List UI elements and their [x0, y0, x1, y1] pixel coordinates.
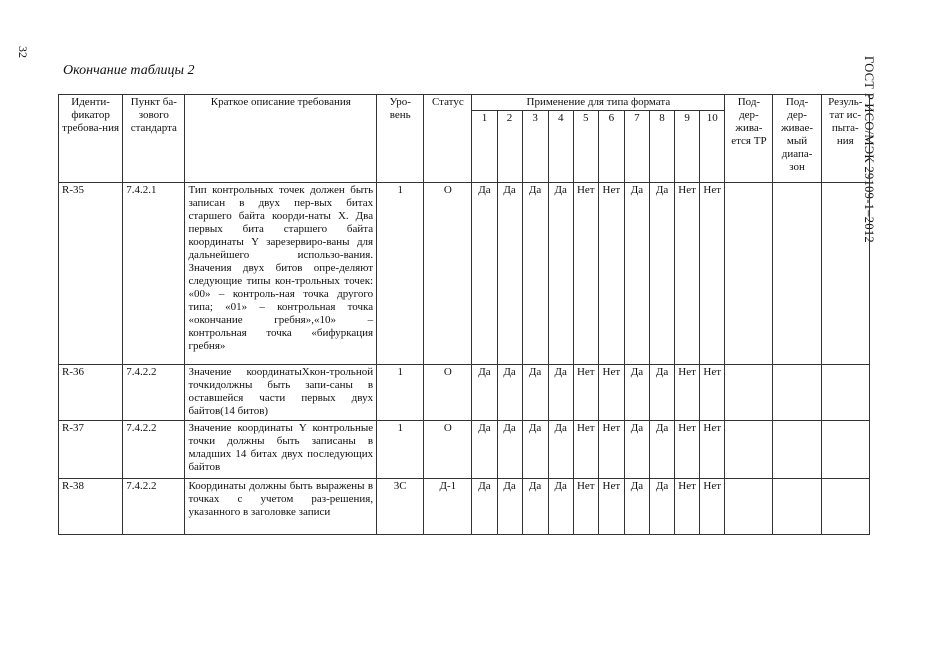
format-applicability: Нет [598, 183, 624, 365]
requirement-id: R-35 [59, 183, 123, 365]
format-applicability: Да [472, 365, 497, 421]
format-applicability: Да [649, 421, 674, 479]
base-clause: 7.4.2.1 [123, 183, 185, 365]
table-row [59, 183, 870, 365]
page-number: 32 [16, 46, 30, 58]
table-row [59, 365, 870, 421]
header-applicability: Применение для типа формата [472, 95, 725, 111]
header-format-type: 5 [573, 111, 598, 183]
format-applicability: Да [522, 479, 548, 535]
requirement-id: R-36 [59, 365, 123, 421]
format-applicability: Да [497, 421, 522, 479]
header-supported-tr: Под-дер-жива-ется ТР [725, 95, 773, 183]
requirement-level: 1 [377, 421, 424, 479]
requirement-status: Д-1 [424, 479, 472, 535]
format-applicability: Нет [675, 479, 700, 535]
format-applicability: Нет [598, 421, 624, 479]
format-applicability: Да [472, 183, 497, 365]
requirement-description: Координаты должны быть выражены в точках с учетом раз-решения, указанного в заголовке записи [185, 479, 377, 535]
requirement-level: 3С [377, 479, 424, 535]
format-applicability: Нет [573, 479, 598, 535]
header-format-type: 7 [624, 111, 649, 183]
test-result-cell [821, 479, 869, 535]
header-format-type: 8 [649, 111, 674, 183]
requirement-description: Значение координаты Y контрольные точки должны быть записаны в младших 14 битах двух последующих байтов [185, 421, 377, 479]
test-result-cell [821, 365, 869, 421]
standard-designation: ГОСТ Р ИСО/МЭК 29109-1–2012 [862, 56, 876, 243]
supported-range-cell [773, 421, 821, 479]
format-applicability: Да [472, 421, 497, 479]
requirement-id: R-38 [59, 479, 123, 535]
header-format-type: 1 [472, 111, 497, 183]
format-applicability: Да [649, 183, 674, 365]
requirement-status: О [424, 365, 472, 421]
format-applicability: Да [522, 365, 548, 421]
supported-tr-cell [725, 479, 773, 535]
format-applicability: Нет [700, 421, 725, 479]
base-clause: 7.4.2.2 [123, 479, 185, 535]
format-applicability: Да [624, 479, 649, 535]
format-applicability: Нет [573, 365, 598, 421]
format-applicability: Да [497, 479, 522, 535]
format-applicability: Да [548, 421, 573, 479]
table-caption: Окончание таблицы 2 [63, 63, 195, 78]
format-applicability: Нет [573, 421, 598, 479]
format-applicability: Да [649, 479, 674, 535]
supported-tr-cell [725, 421, 773, 479]
format-applicability: Нет [700, 479, 725, 535]
requirement-description: Значение координатыXкон-трольной точкидолжны быть запи-саны в оставшейся части первых двух байтов(14 битов) [185, 365, 377, 421]
supported-tr-cell [725, 183, 773, 365]
requirements-table [58, 94, 870, 535]
format-applicability: Да [624, 183, 649, 365]
header-format-type: 9 [675, 111, 700, 183]
base-clause: 7.4.2.2 [123, 365, 185, 421]
header-level: Уро-вень [377, 95, 424, 183]
format-applicability: Да [472, 479, 497, 535]
format-applicability: Да [624, 365, 649, 421]
format-applicability: Нет [675, 421, 700, 479]
requirement-id: R-37 [59, 421, 123, 479]
test-result-cell [821, 183, 869, 365]
format-applicability: Нет [598, 479, 624, 535]
format-applicability: Нет [700, 365, 725, 421]
format-applicability: Да [497, 183, 522, 365]
supported-tr-cell [725, 365, 773, 421]
header-description: Краткое описание требования [185, 95, 377, 183]
format-applicability: Да [548, 183, 573, 365]
format-applicability: Да [548, 479, 573, 535]
test-result-cell [821, 421, 869, 479]
format-applicability: Да [522, 421, 548, 479]
header-test-result: Резуль-тат ис-пыта-ния [821, 95, 869, 183]
table-row [59, 421, 870, 479]
header-format-type: 2 [497, 111, 522, 183]
table-row [59, 479, 870, 535]
supported-range-cell [773, 365, 821, 421]
header-format-type: 10 [700, 111, 725, 183]
format-applicability: Нет [598, 365, 624, 421]
format-applicability: Нет [573, 183, 598, 365]
format-applicability: Да [497, 365, 522, 421]
format-applicability: Нет [675, 183, 700, 365]
format-applicability: Да [548, 365, 573, 421]
supported-range-cell [773, 479, 821, 535]
format-applicability: Да [624, 421, 649, 479]
format-applicability: Нет [700, 183, 725, 365]
supported-range-cell [773, 183, 821, 365]
header-format-type: 6 [598, 111, 624, 183]
requirement-description: Тип контрольных точек должен быть записан в двух пер-вых битах старшего байта коорди-наты X. Два первых бита старшего байта координаты Y зарезервиро-ваны для дальнейшего использо-вания. Значения двух битов опре-деляют следующие типы кон-трольных точек: «00» – контроль-ная точка другого типа; «01» – контрольная точка «окончание гребня»,«10» –контрольная точка «бифуркация гребня» [185, 183, 377, 365]
format-applicability: Нет [675, 365, 700, 421]
header-clause: Пункт ба-зового стандарта [123, 95, 185, 183]
requirement-level: 1 [377, 183, 424, 365]
base-clause: 7.4.2.2 [123, 421, 185, 479]
header-format-type: 3 [522, 111, 548, 183]
format-applicability: Да [522, 183, 548, 365]
requirement-status: О [424, 421, 472, 479]
format-applicability: Да [649, 365, 674, 421]
header-supported-range: Под-дер-живае-мый диапа-зон [773, 95, 821, 183]
requirement-status: О [424, 183, 472, 365]
header-status: Статус [424, 95, 472, 183]
requirement-level: 1 [377, 365, 424, 421]
header-id: Иденти-фикатор требова-ния [59, 95, 123, 183]
header-format-type: 4 [548, 111, 573, 183]
